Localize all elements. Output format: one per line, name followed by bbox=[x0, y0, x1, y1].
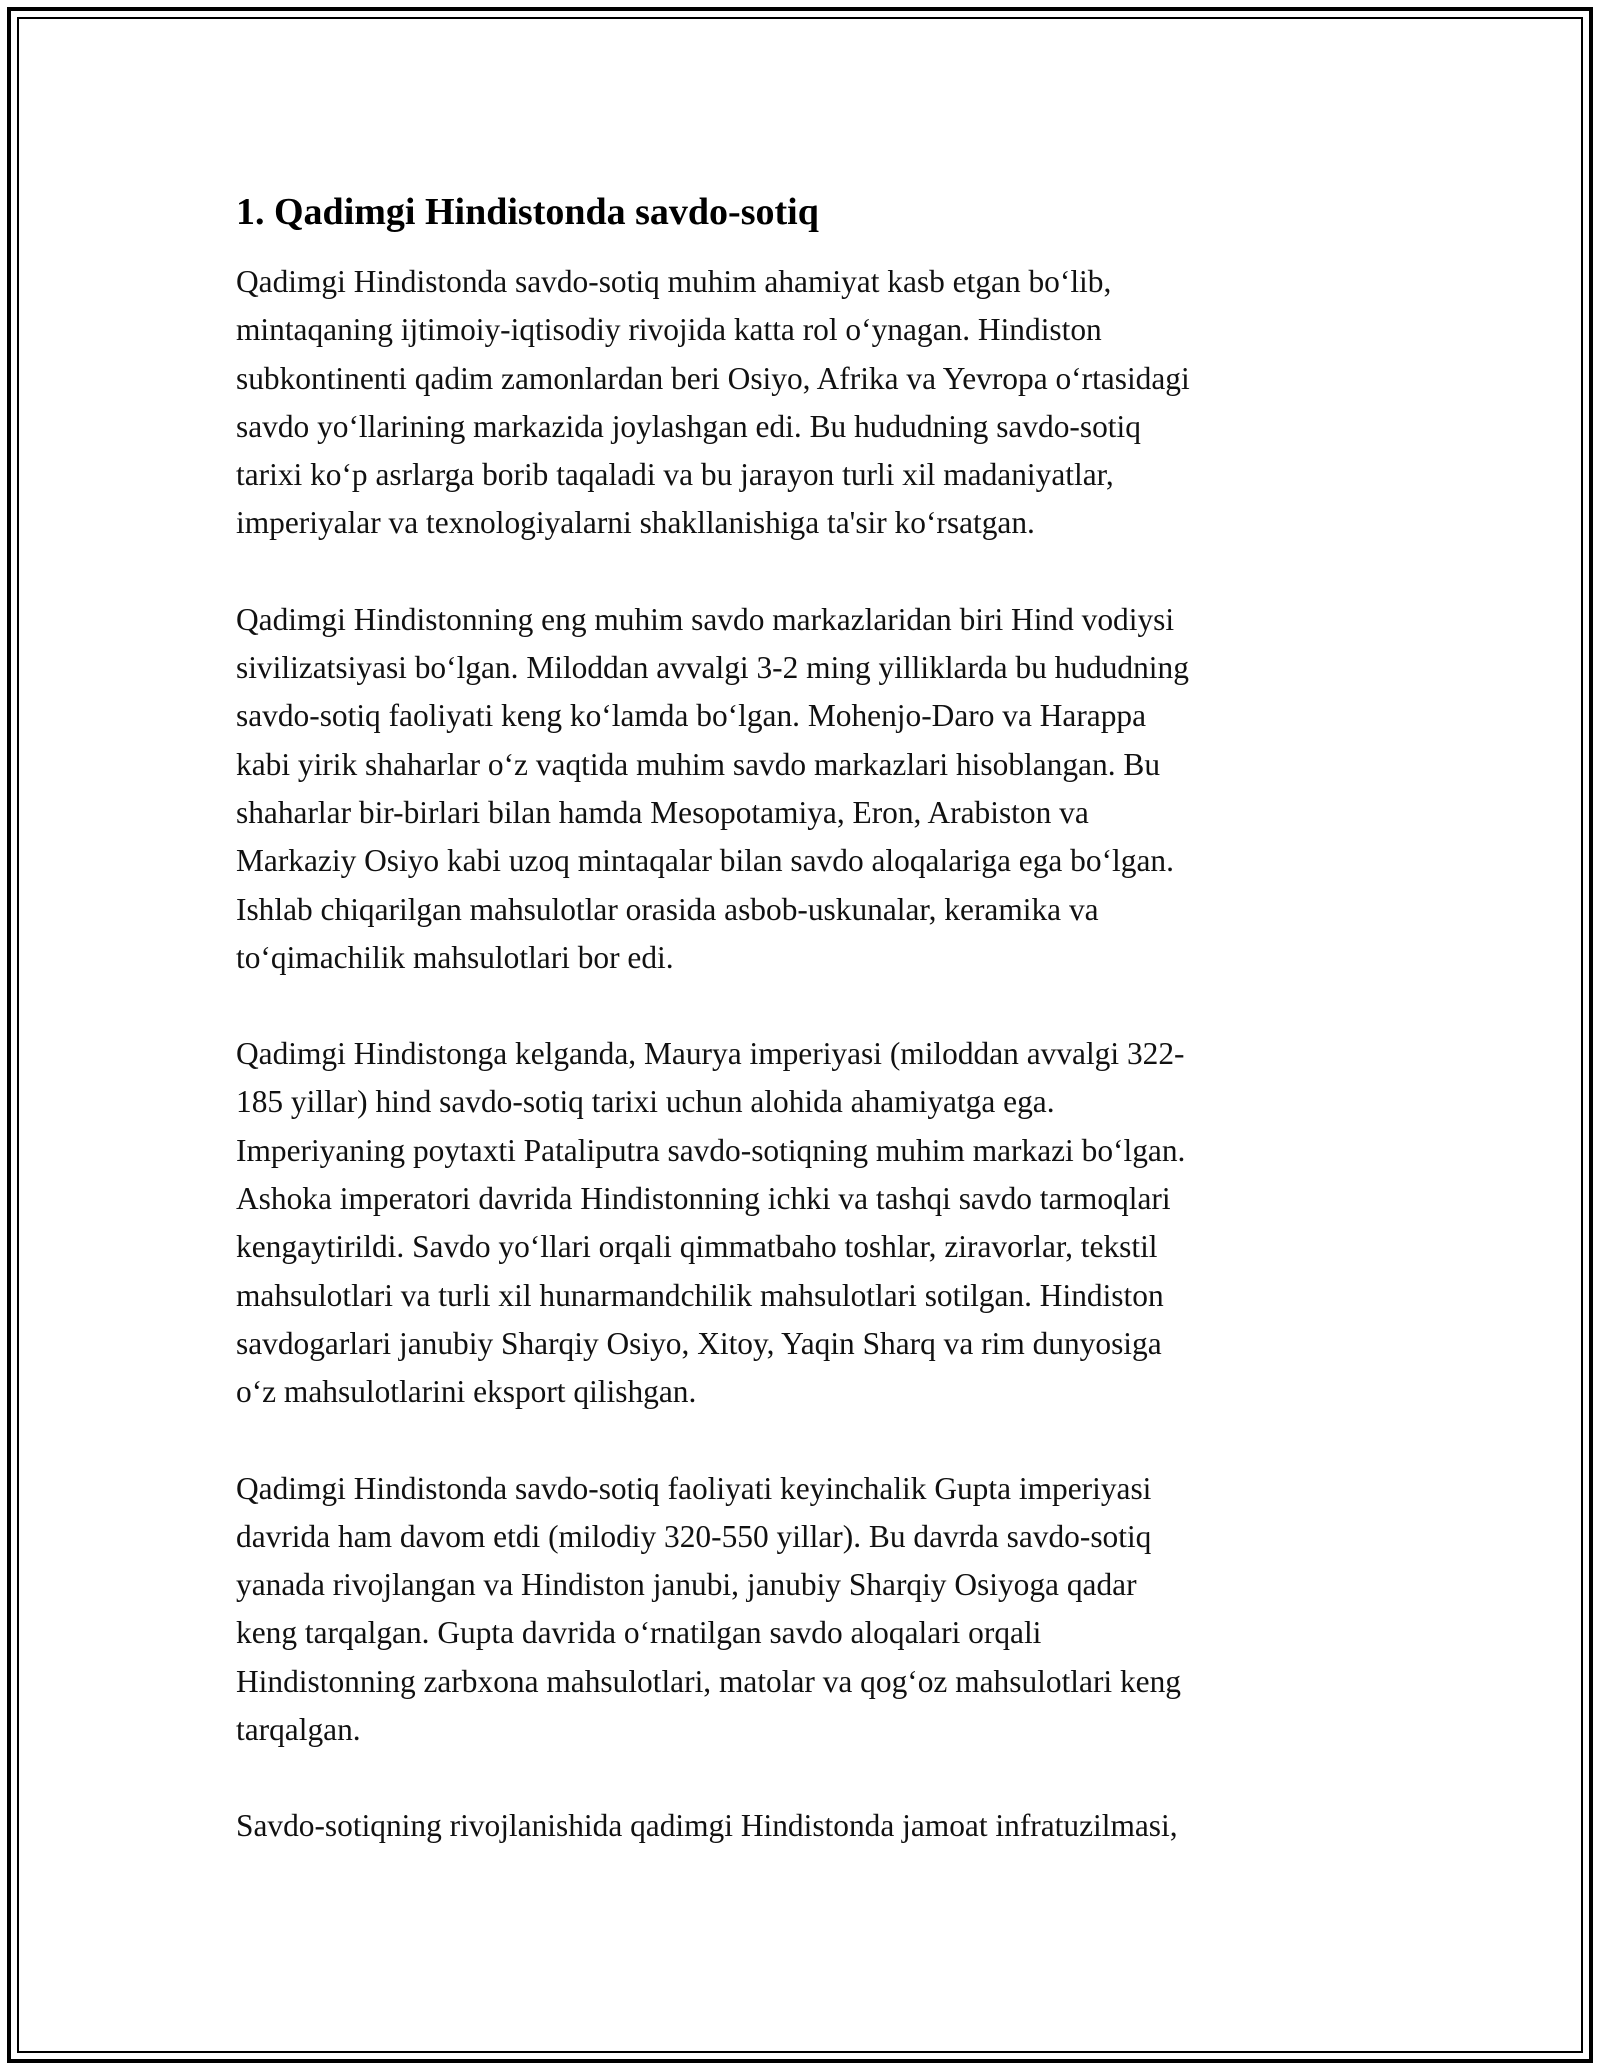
paragraph-line: Qadimgi Hindistonning eng muhim savdo markazlaridan biri Hind vodiysi bbox=[236, 601, 1175, 637]
paragraph-5 bbox=[236, 1802, 1366, 1850]
paragraph-line: savdogarlari janubiy Sharqiy Osiyo, Xitoy, Yaqin Sharq va rim dunyosiga bbox=[236, 1325, 1162, 1361]
paragraph-line: Qadimgi Hindistonga kelganda, Maurya imperiyasi (miloddan avvalgi 322- bbox=[236, 1036, 1185, 1072]
paragraph-line: Markaziy Osiyo kabi uzoq mintaqalar bilan savdo aloqalariga ega bo‘lgan. bbox=[236, 843, 1174, 879]
paragraph-line: yanada rivojlangan va Hindiston janubi, janubiy Sharqiy Osiyoga qadar bbox=[236, 1567, 1137, 1603]
paragraph-line: Imperiyaning poytaxti Pataliputra savdo-sotiqning muhim markazi bo‘lgan. bbox=[236, 1132, 1186, 1168]
paragraph-line: savdo yo‘llarining markazida joylashgan edi. Bu hududning savdo-sotiq bbox=[236, 408, 1141, 444]
paragraph-line: Ashoka imperatori davrida Hindistonning ichki va tashqi savdo tarmoqlari bbox=[236, 1181, 1171, 1217]
paragraph-line: o‘z mahsulotlarini eksport qilishgan. bbox=[236, 1374, 697, 1410]
paragraph-line: 185 yillar) hind savdo-sotiq tarixi uchun alohida ahamiyatga ega. bbox=[236, 1084, 1055, 1120]
paragraph-line: savdo-sotiq faoliyati keng ko‘lamda bo‘lgan. Mohenjo-Daro va Harappa bbox=[236, 698, 1147, 734]
paragraph-line: sivilizatsiyasi bo‘lgan. Miloddan avvalgi 3-2 ming yilliklarda bu hududning bbox=[236, 650, 1189, 686]
paragraph-line: tarqalgan. bbox=[236, 1712, 361, 1748]
paragraph-1 bbox=[236, 258, 1366, 548]
section-heading: 1. Qadimgi Hindistonda savdo-sotiq bbox=[236, 191, 819, 233]
document-body bbox=[236, 188, 1366, 1899]
paragraph-line: Qadimgi Hindistonda savdo-sotiq muhim ahamiyat kasb etgan bo‘lib, bbox=[236, 264, 1112, 299]
paragraph-line: subkontinenti qadim zamonlardan beri Osiyo, Afrika va Yevropa o‘rtasidagi bbox=[236, 360, 1190, 396]
paragraph-line: shaharlar bir-birlari bilan hamda Mesopotamiya, Eron, Arabiston va bbox=[236, 794, 1089, 830]
paragraph-line: davrida ham davom etdi (milodiy 320-550 yillar). Bu davrda savdo-sotiq bbox=[236, 1518, 1152, 1554]
paragraph-line: mintaqaning ijtimoiy-iqtisodiy rivojida katta rol o‘ynagan. Hindiston bbox=[236, 312, 1102, 348]
paragraph-line: Qadimgi Hindistonda savdo-sotiq faoliyati keyinchalik Gupta imperiyasi bbox=[236, 1470, 1152, 1506]
paragraph-4 bbox=[236, 1465, 1366, 1755]
paragraph-line: to‘qimachilik mahsulotlari bor edi. bbox=[236, 939, 674, 975]
paragraph-line: tarixi ko‘p asrlarga borib taqaladi va bu jarayon turli xil madaniyatlar, bbox=[236, 457, 1114, 493]
paragraph-line: kabi yirik shaharlar o‘z vaqtida muhim savdo markazlari hisoblangan. Bu bbox=[236, 746, 1161, 782]
paragraph-line: Hindistonning zarbxona mahsulotlari, matolar va qog‘oz mahsulotlari keng bbox=[236, 1663, 1181, 1699]
paragraph-line: mahsulotlari va turli xil hunarmandchilik mahsulotlari sotilgan. Hindiston bbox=[236, 1277, 1164, 1313]
paragraph-line: kengaytirildi. Savdo yo‘llari orqali qimmatbaho toshlar, ziravorlar, tekstil bbox=[236, 1229, 1158, 1265]
paragraph-line: imperiyalar va texnologiyalarni shakllanishiga ta'sir ko‘rsatgan. bbox=[236, 505, 1035, 541]
paragraph-line: keng tarqalgan. Gupta davrida o‘rnatilgan savdo aloqalari orqali bbox=[236, 1615, 1042, 1651]
paragraph-2 bbox=[236, 596, 1366, 982]
paragraph-3 bbox=[236, 1030, 1366, 1416]
paragraph-line: Savdo-sotiqning rivojlanishida qadimgi Hindistonda jamoat infratuzilmasi, bbox=[236, 1808, 1178, 1844]
paragraph-line: Ishlab chiqarilgan mahsulotlar orasida asbob-uskunalar, keramika va bbox=[236, 891, 1099, 927]
